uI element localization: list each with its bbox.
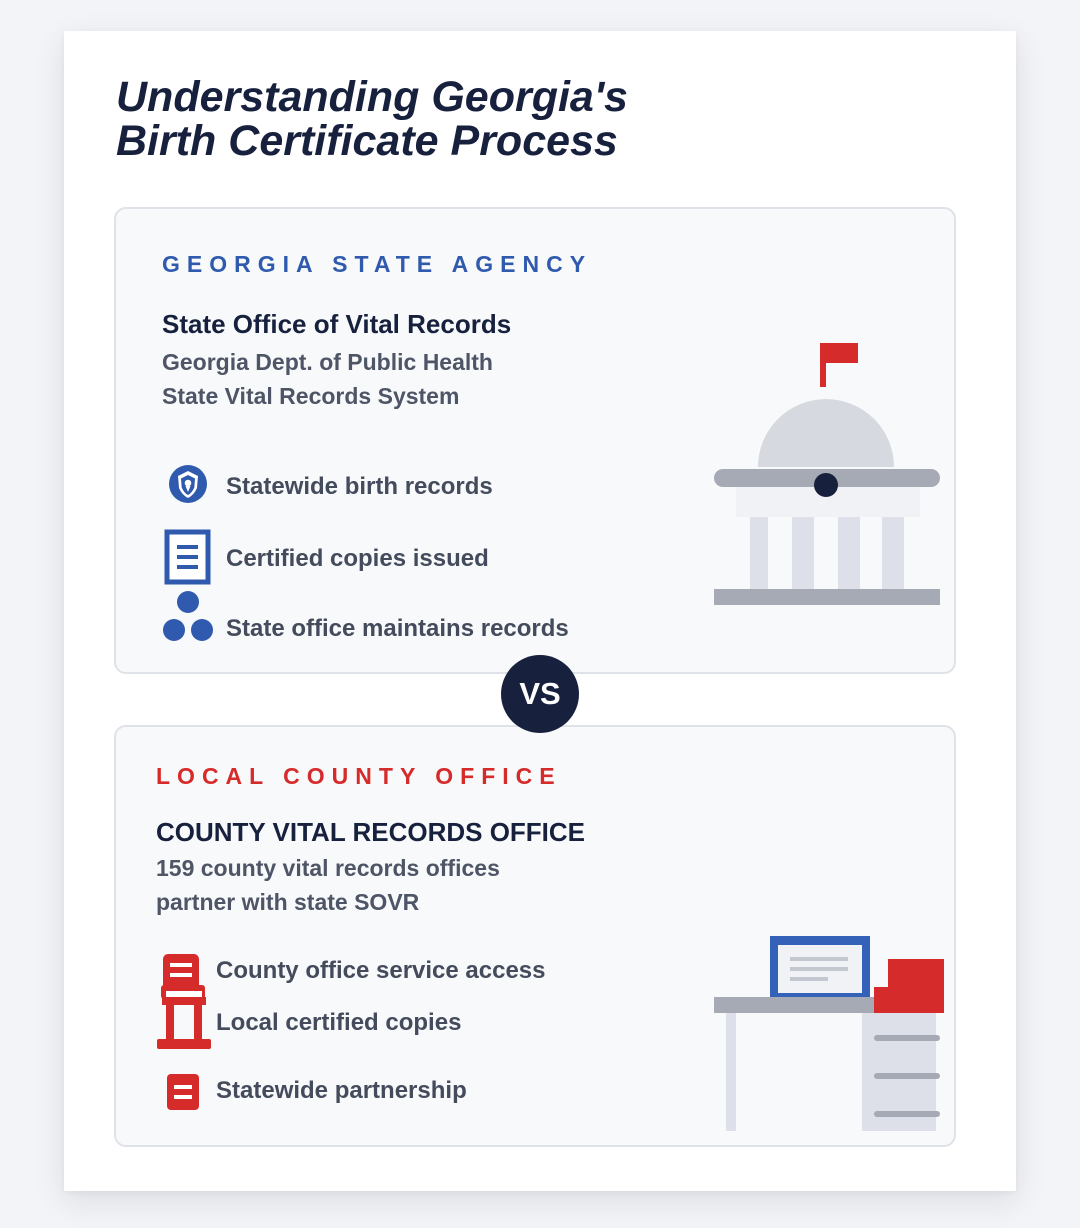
county-subtitle	[156, 851, 500, 919]
county-feature-2: Local certified copies	[216, 1009, 462, 1036]
county-sub-line-1: 159 county vital records offices	[156, 855, 500, 881]
state-feature-1: Statewide birth records	[226, 473, 493, 500]
page-title	[116, 75, 628, 163]
capitol-building-icon	[714, 339, 944, 605]
state-feature-3: State office maintains records	[226, 615, 569, 642]
county-feature-1: County office service access	[216, 957, 546, 984]
state-subtitle	[162, 345, 493, 413]
title-line-2: Birth Certificate Process	[116, 117, 618, 165]
state-heading: State Office of Vital Records	[162, 309, 512, 339]
county-sub-line-2: partner with state SOVR	[156, 889, 420, 915]
state-sub-line-1: Georgia Dept. of Public Health	[162, 349, 493, 375]
office-desk-icon	[714, 935, 944, 1135]
infographic-card	[64, 31, 1016, 1191]
state-sub-line-2: State Vital Records System	[162, 383, 460, 409]
county-office-panel	[114, 725, 956, 1147]
state-feature-2: Certified copies issued	[226, 545, 489, 572]
state-eyebrow: GEORGIA STATE AGENCY	[162, 251, 593, 277]
stand-icon	[156, 979, 212, 1051]
county-heading: COUNTY VITAL RECORDS OFFICE	[156, 817, 586, 847]
state-agency-panel	[114, 207, 956, 674]
title-line-1: Understanding Georgia's	[116, 73, 628, 121]
people-group-icon	[162, 589, 214, 645]
list-icon	[166, 1073, 200, 1111]
shield-icon	[168, 464, 208, 504]
county-feature-3: Statewide partnership	[216, 1077, 467, 1104]
vs-badge: VS	[501, 655, 579, 733]
document-icon	[164, 529, 212, 585]
county-eyebrow: LOCAL COUNTY OFFICE	[156, 763, 562, 789]
